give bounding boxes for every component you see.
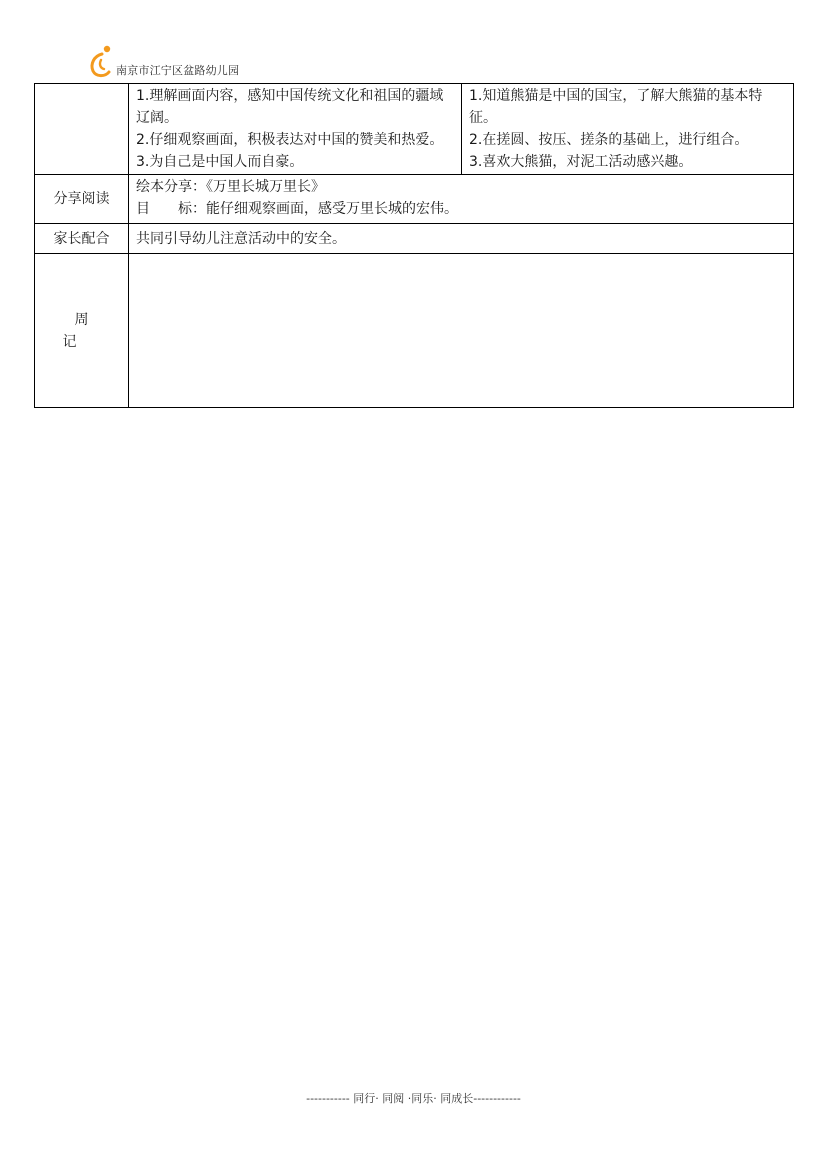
- page-header: [88, 44, 388, 80]
- goal-left-1: 1.理解画面内容，感知中国传统文化和祖国的疆域辽阔。: [136, 88, 444, 126]
- goals-row: [35, 84, 794, 175]
- share-reading-goal: 目 标：能仔细观察画面，感受万里长城的宏伟。: [136, 201, 458, 217]
- goal-left-2: 2.仔细观察画面，积极表达对中国的赞美和热爱。: [136, 132, 444, 148]
- share-reading-label: 分享阅读: [35, 175, 129, 224]
- goal-left-3: 3.为自己是中国人而自豪。: [136, 154, 304, 170]
- goal-right-3: 3.喜欢大熊猫，对泥工活动感兴趣。: [469, 154, 693, 170]
- goals-right-cell: [462, 84, 794, 175]
- share-reading-row: [35, 175, 794, 224]
- share-reading-book: 绘本分享：《万里长城万里长》: [136, 179, 325, 195]
- share-reading-content: [129, 175, 794, 224]
- goal-right-2: 2.在搓圆、按压、搓条的基础上，进行组合。: [469, 132, 749, 148]
- goals-label-cell: [35, 84, 129, 175]
- parent-cooperation-text: 共同引导幼儿注意活动中的安全。: [129, 224, 794, 254]
- weekly-notes-label: 周记: [62, 311, 113, 350]
- goals-left-cell: [129, 84, 462, 175]
- weekly-notes-label-cell: [35, 254, 129, 408]
- weekly-notes-content[interactable]: [129, 254, 794, 408]
- weekly-plan-table: [34, 83, 794, 408]
- school-logo-icon: [88, 44, 118, 78]
- parent-cooperation-row: [35, 224, 794, 254]
- page-footer: ----------- 同行· 同阅 ·同乐· 同成长------------: [306, 1092, 521, 1105]
- parent-cooperation-label: 家长配合: [35, 224, 129, 254]
- school-name: 南京市江宁区盆路幼儿园: [116, 64, 240, 77]
- weekly-notes-row: [35, 254, 794, 408]
- goal-right-1: 1.知道熊猫是中国的国宝，了解大熊猫的基本特征。: [469, 88, 763, 126]
